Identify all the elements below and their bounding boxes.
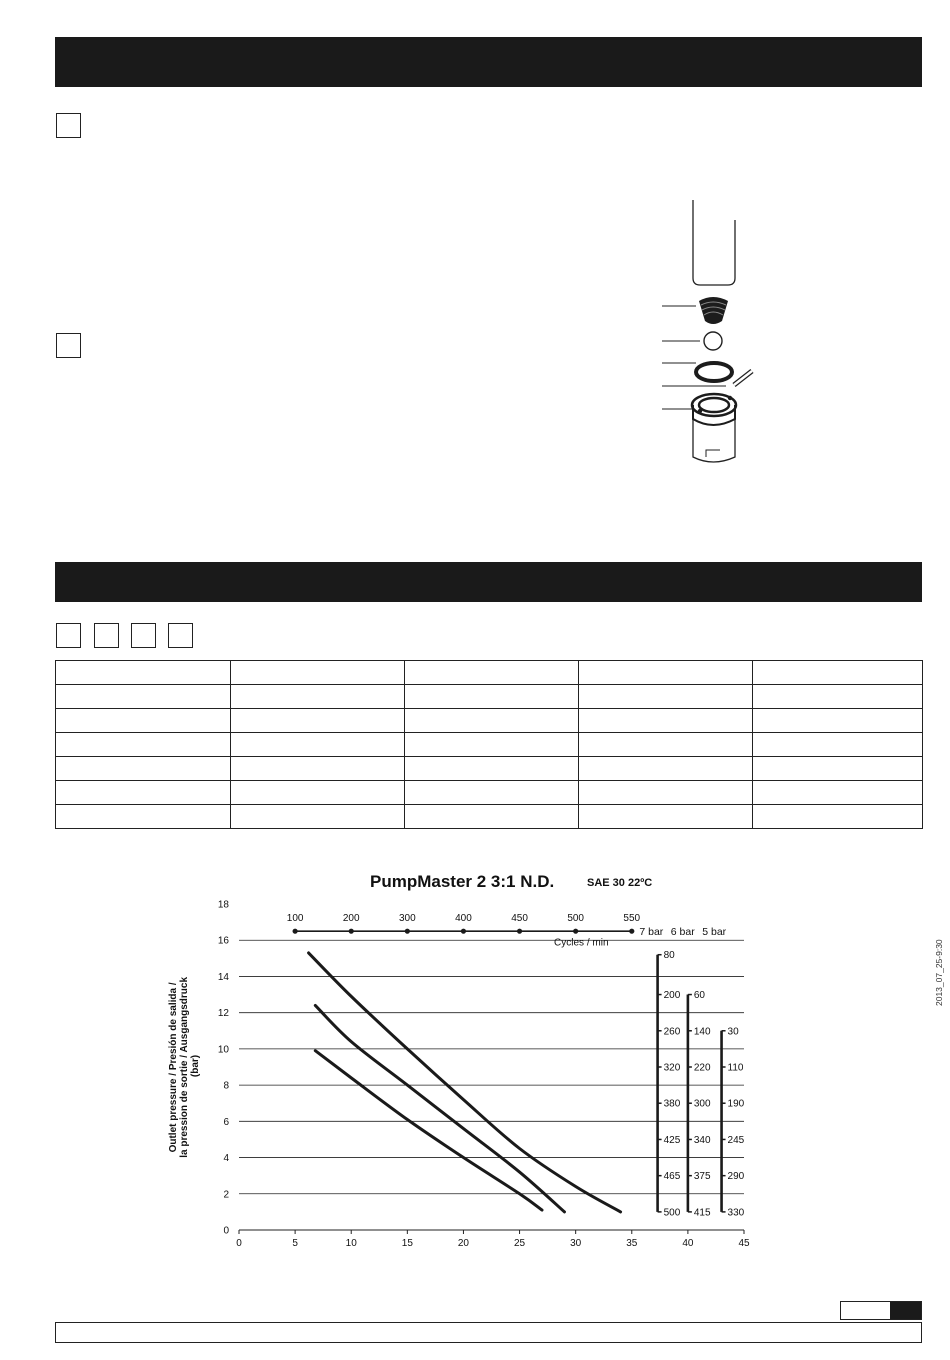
air-scale-header: 5 bar xyxy=(702,926,727,939)
document-code: 2013_07_25-9:30 xyxy=(934,939,944,1006)
cycles-scale-point xyxy=(517,929,522,934)
table-row xyxy=(56,781,923,805)
ball-part xyxy=(704,332,722,350)
page-number-tab xyxy=(840,1301,922,1320)
air-scale-tick-label: 80 xyxy=(663,950,675,962)
air-scale-tick-label: 220 xyxy=(693,1062,711,1074)
table-row xyxy=(56,709,923,733)
checkbox-6[interactable] xyxy=(168,623,193,648)
tube-part xyxy=(693,200,735,285)
air-consumption-scales xyxy=(639,926,744,1218)
air-scale-tick-label: 140 xyxy=(693,1026,711,1038)
air-scale-tick-label: 340 xyxy=(693,1134,711,1146)
y-tick-label: 16 xyxy=(217,935,229,947)
air-scale-tick-label: 200 xyxy=(663,990,681,1002)
checkbox-2[interactable] xyxy=(56,333,81,358)
footer-box xyxy=(55,1322,922,1343)
cycles-tick-label: 400 xyxy=(455,913,472,925)
air-scale-tick-label: 375 xyxy=(693,1171,711,1183)
air-scale-tick-label: 290 xyxy=(727,1171,745,1183)
air-scale-tick-label: 190 xyxy=(727,1098,745,1110)
x-tick-label: 15 xyxy=(401,1238,413,1249)
x-tick-label: 5 xyxy=(292,1238,298,1249)
cycles-tick-label: 500 xyxy=(567,913,585,925)
series-line-2 xyxy=(315,1005,564,1211)
table-row xyxy=(56,733,923,757)
y-tick-label: 6 xyxy=(223,1116,229,1128)
cycles-scale-point xyxy=(461,929,466,934)
air-scale-tick-label: 320 xyxy=(663,1062,681,1074)
air-scale-header: 7 bar xyxy=(639,926,664,939)
y-tick-label: 0 xyxy=(223,1225,229,1237)
air-scale-tick-label: 500 xyxy=(663,1207,681,1219)
checkbox-4[interactable] xyxy=(94,623,119,648)
performance-chart xyxy=(160,860,800,1270)
checkbox-5[interactable] xyxy=(131,623,156,648)
air-scale-tick-label: 330 xyxy=(727,1207,745,1219)
air-scale-tick-label: 245 xyxy=(727,1134,745,1146)
y-axis-title: Outlet pressure / Presión de salida / la pression de sortie / Ausgangsdruck (bar) xyxy=(168,976,201,1158)
cycles-scale-point xyxy=(349,929,354,934)
table-row xyxy=(56,805,923,829)
y-tick-label: 2 xyxy=(223,1189,229,1201)
cycles-label: Cycles / min xyxy=(554,937,609,949)
checkbox-1[interactable] xyxy=(56,113,81,138)
cycles-tick-label: 100 xyxy=(286,913,304,925)
x-tick-label: 45 xyxy=(738,1238,750,1249)
y-tick-label: 14 xyxy=(217,971,229,983)
cycles-scale-point xyxy=(405,929,410,934)
y-tick-label: 8 xyxy=(223,1080,229,1092)
section-header-bar-top xyxy=(55,37,922,87)
threaded-cone-part xyxy=(699,297,728,324)
chart-title: PumpMaster 2 3:1 N.D. xyxy=(370,872,555,891)
air-scale-tick-label: 30 xyxy=(727,1026,739,1038)
specification-table xyxy=(55,660,923,829)
x-tick-label: 30 xyxy=(570,1238,582,1249)
x-tick-label: 35 xyxy=(626,1238,638,1249)
table-row xyxy=(56,757,923,781)
air-scale-tick-label: 425 xyxy=(663,1134,681,1146)
cycles-tick-label: 300 xyxy=(398,913,416,925)
x-tick-label: 25 xyxy=(513,1238,526,1249)
x-tick-label: 40 xyxy=(682,1238,694,1249)
checkbox-3[interactable] xyxy=(56,623,81,648)
air-scale-tick-label: 465 xyxy=(663,1171,681,1183)
air-scale-header: 6 bar xyxy=(670,926,695,939)
x-tick-label: 10 xyxy=(345,1238,357,1249)
cycles-tick-label: 450 xyxy=(511,913,528,925)
air-scale-tick-label: 300 xyxy=(693,1098,711,1110)
cycles-tick-label: 200 xyxy=(342,913,360,925)
y-tick-label: 10 xyxy=(217,1044,229,1056)
air-scale-tick-label: 110 xyxy=(727,1062,744,1074)
o-ring-part xyxy=(696,363,732,381)
y-tick-label: 12 xyxy=(217,1008,229,1020)
chart-subtitle: SAE 30 22ºC xyxy=(587,877,653,889)
y-tick-label: 4 xyxy=(223,1153,229,1165)
valve-body-part xyxy=(692,394,736,462)
air-scale-tick-label: 260 xyxy=(663,1026,681,1038)
air-scale-tick-label: 415 xyxy=(693,1207,711,1219)
table-row xyxy=(56,685,923,709)
cycles-scale-point xyxy=(293,929,298,934)
air-scale-tick-label: 60 xyxy=(693,990,706,1002)
cycles-scale-point xyxy=(573,929,578,934)
cycles-scale-point xyxy=(629,929,634,934)
cycles-scale xyxy=(287,913,641,948)
x-tick-label: 0 xyxy=(236,1238,242,1249)
x-tick-label: 20 xyxy=(457,1238,470,1249)
table-row xyxy=(56,661,923,685)
series-line-3 xyxy=(315,1051,542,1210)
air-scale-tick-label: 380 xyxy=(663,1098,681,1110)
cycles-tick-label: 550 xyxy=(623,913,641,925)
y-tick-label: 18 xyxy=(217,899,229,911)
section-header-bar-middle xyxy=(55,562,922,602)
series-layer xyxy=(309,953,621,1212)
exploded-parts-drawing xyxy=(650,195,770,470)
